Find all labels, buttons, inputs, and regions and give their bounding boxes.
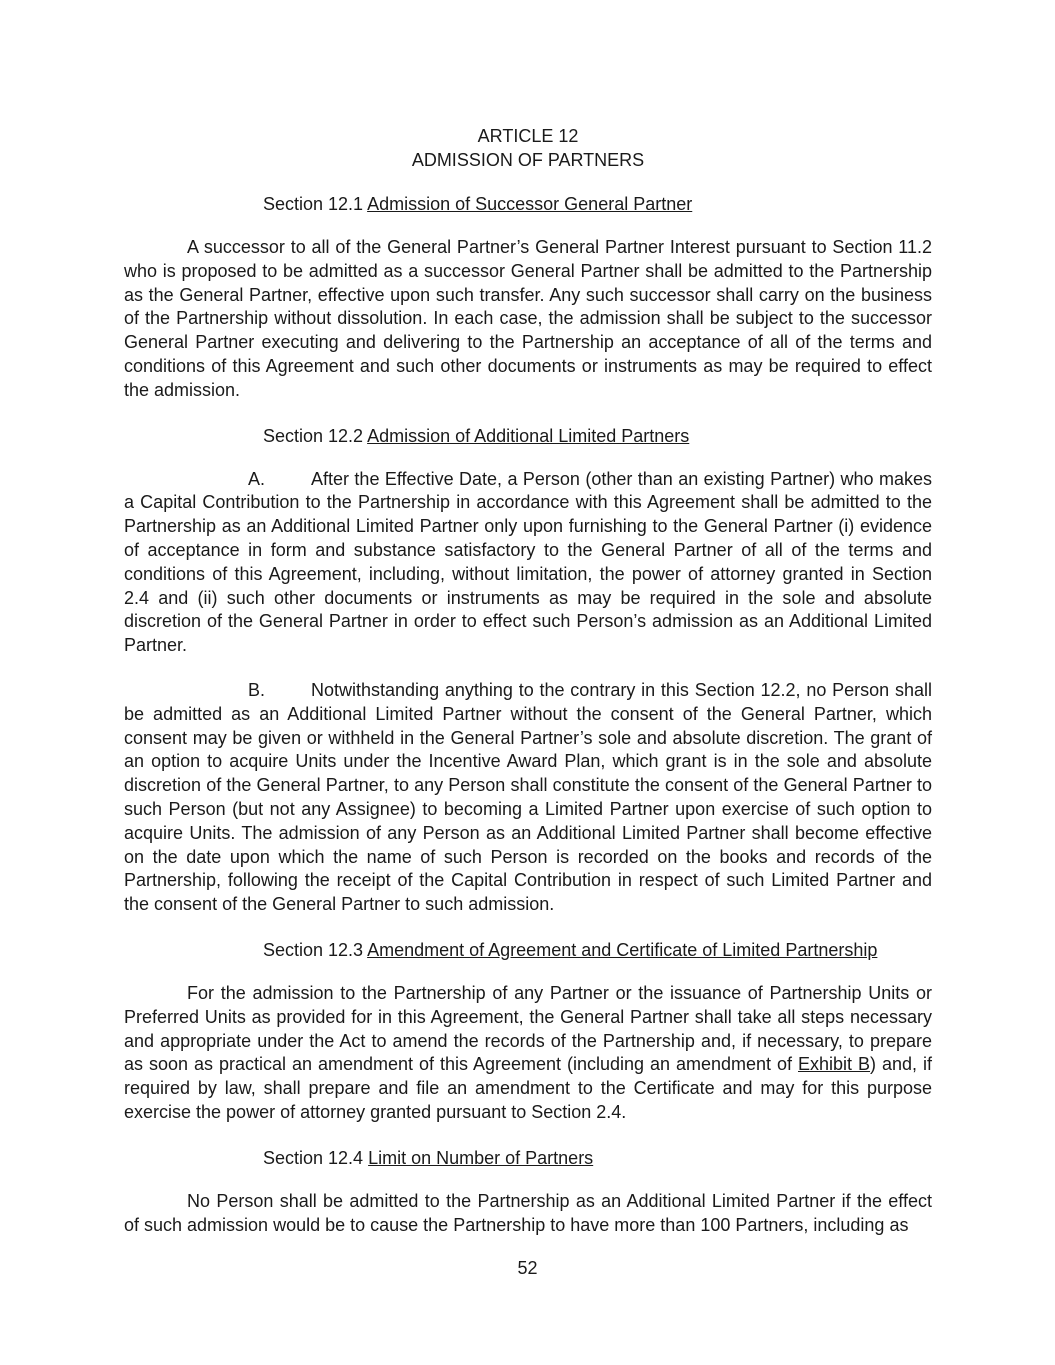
section-12-3-paragraph bbox=[124, 982, 932, 1125]
article-title: ADMISSION OF PARTNERS bbox=[411, 150, 645, 170]
section-12-4-paragraph: No Person shall be admitted to the Partnership as an Additional Limited Partner if the effect of such admission would be to cause the Partnership to have more than 100 Partners, including as bbox=[124, 1190, 932, 1235]
section-heading-12-4 bbox=[124, 1146, 932, 1170]
paragraph-text: After the Effective Date, a Person (other than an existing Partner) who makes a Capital Contribution to the Partnership in accordance with this Agreement shall be admitted to the Partnership as an Additional Limited Partner only upon furnishing to the General Partner (i) evidence of acceptance in form and substance satisfactory to the General Partner of all of the terms and conditions of this Agreement, including, without limitation, the power of attorney granted in Section 2.4 and (ii) such other documents or instruments as may be required in the sole and absolute discretion of the General Partner in order to effect such Person’s admission as an Additional Limited Partner. bbox=[124, 468, 932, 656]
paragraph-text: Notwithstanding anything to the contrary in this Section 12.2, no Person shall be admitted as an Additional Limited Partner without the consent of the General Partner, which consent may be given or withheld in the General Partner’s sole and absolute discretion. The grant of an option to acquire Units under the Incentive Award Plan, which grant is in the sole and absolute discretion of the General Partner, to any Person shall constitute the consent of the General Partner to such Person (but not any Assignee) to becoming a Limited Partner upon exercise of such option to acquire Units. The admission of any Person as an Additional Limited Partner shall become effective on the date upon which the name of such Person is recorded on the books and records of the Partnership, following the receipt of the Capital Contribution in respect of such Limited Partner and the consent of the General Partner to such admission. bbox=[124, 679, 932, 915]
article-number: ARTICLE 12 bbox=[477, 126, 579, 146]
section-name: Amendment of Agreement and Certificate of Limited Partnership bbox=[367, 939, 878, 960]
section-heading-12-1 bbox=[124, 192, 932, 216]
page-number: 52 bbox=[517, 1258, 538, 1278]
exhibit-b-reference: Exhibit B bbox=[798, 1054, 871, 1075]
section-heading-12-3 bbox=[124, 938, 932, 962]
section-12-1-paragraph: A successor to all of the General Partner’s General Partner Interest pursuant to Section 11.2 who is proposed to be admitted as a successor General Partner shall be admitted to the Partnership as the General Partner, effective upon such transfer. Any such successor shall carry on the business of the Partnership without dissolution. In each case, the admission shall be subject to the successor General Partner executing and delivering to the Partnership an acceptance of all of the terms and conditions of this Agreement and such other documents or instruments as may be required to effect the admission. bbox=[124, 237, 932, 400]
section-number: Section 12.1 bbox=[263, 194, 364, 214]
section-name: Admission of Additional Limited Partners bbox=[367, 425, 690, 446]
paragraph-letter: B. bbox=[248, 679, 266, 700]
section-name: Admission of Successor General Partner bbox=[367, 194, 693, 214]
section-number: Section 12.3 bbox=[263, 939, 364, 960]
section-number: Section 12.2 bbox=[263, 425, 364, 446]
section-heading-12-2 bbox=[124, 424, 932, 448]
section-12-2-paragraph-b bbox=[124, 679, 932, 917]
section-number: Section 12.4 bbox=[263, 1147, 364, 1168]
paragraph-text-after: ) and, if required by law, shall prepare and file an amendment to the Certificate and may for this purpose exercise the power of attorney granted pursuant to Section 2.4. bbox=[124, 1054, 932, 1122]
paragraph-letter: A. bbox=[248, 468, 266, 489]
paragraph-text-before: For the admission to the Partnership of any Partner or the issuance of Partnership Units or Preferred Units as provided for in this Agreement, the General Partner shall take all steps necessary and appropriate under the Act to amend the records of the Partnership and, if necessary, to prepare as soon as practical an amendment of this Agreement (including an amendment of bbox=[124, 982, 932, 1075]
section-12-2-paragraph-a bbox=[124, 468, 932, 658]
document-page bbox=[124, 124, 932, 1237]
section-name: Limit on Number of Partners bbox=[368, 1147, 594, 1168]
